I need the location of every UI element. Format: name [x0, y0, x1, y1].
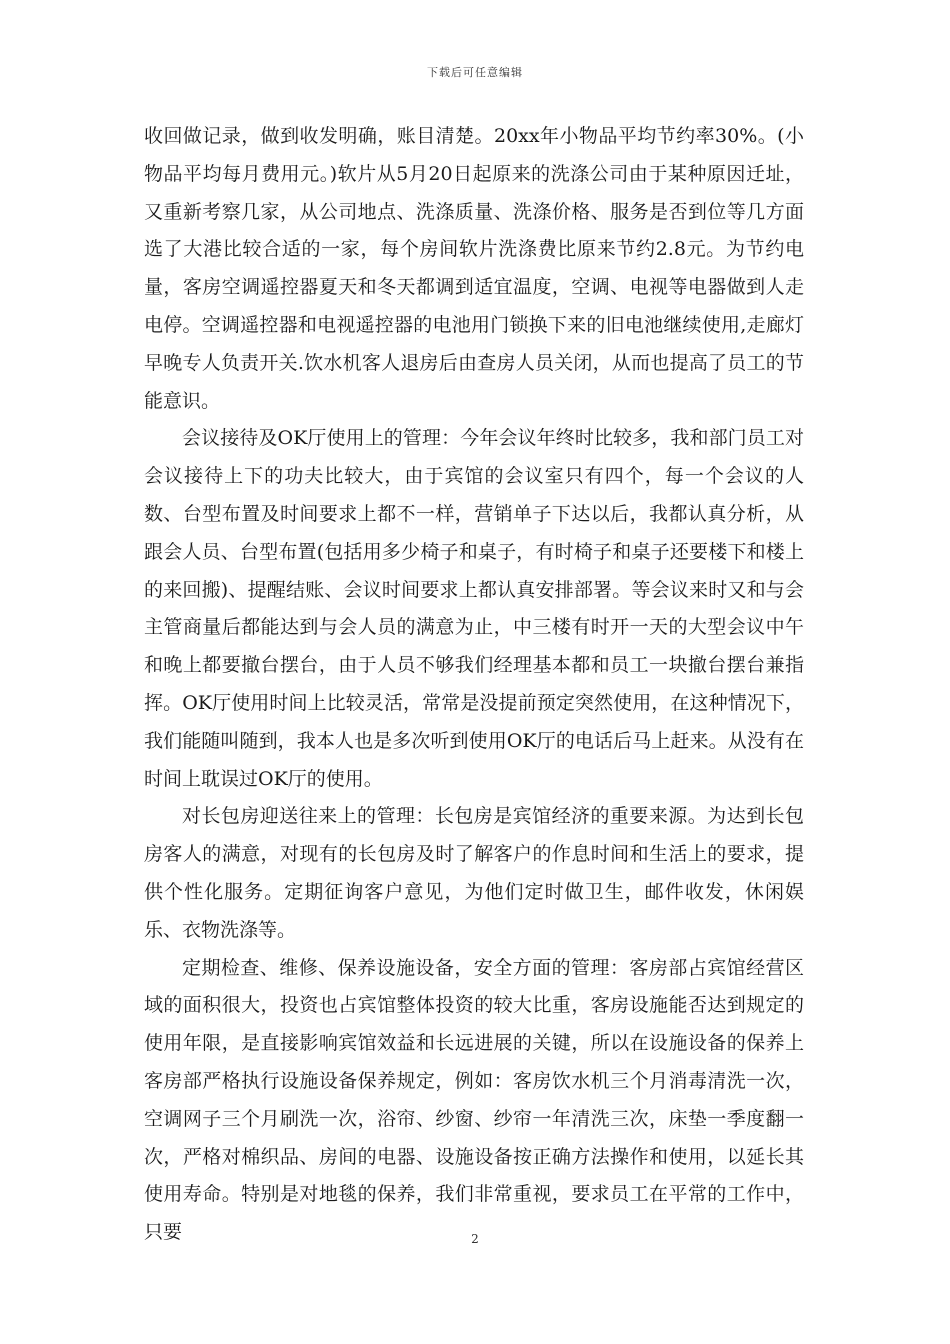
paragraph-meeting-ok-room: 会议接待及OK厅使用上的管理：今年会议年终时比较多，我和部门员工对会议接待上下的功夫比较大，由于宾馆的会议室只有四个，每一个会议的人数、台型布置及时间要求上都不一样，营销单子下达以后，我都认真分析，从跟会人员、台型布置(包括用多少椅子和桌子，有时椅子和桌子还要楼下和楼上的来回搬)、提醒结账、会议时间要求上都认真安排部署。等会议来时又和与会主管商量后都能达到与会人员的满意为止，中三楼有时开一天的大型会议中午和晚上都要撤台摆台，由于人员不够我们经理基本都和员工一块撤台摆台兼指挥。OK厅使用时间上比较灵活，常常是没提前预定突然使用，在这种情况下，我们能随叫随到，我本人也是多次听到使用OK厅的电话后马上赶来。从没有在时间上耽误过OK厅的使用。	[144, 427, 804, 790]
page-number: 2	[471, 1232, 479, 1246]
paragraph-continued: 收回做记录，做到收发明确，账目清楚。20xx年小物品平均节约率30%。(小物品平均每月费用元。)软片从5月20日起原来的洗涤公司由于某种原因迁址，又重新考察几家，从公司地点、洗涤质量、洗涤价格、服务是否到位等几方面选了大港比较合适的一家，每个房间软片洗涤费比原来节约2.8元。为节约电量，客房空调遥控器夏天和冬天都调到适宜温度，空调、电视等电器做到人走电停。空调遥控器和电视遥控器的电池用门锁换下来的旧电池继续使用,走廊灯早晚专人负责开关.饮水机客人退房后由查房人员关闭，从而也提高了员工的节能意识。	[144, 125, 804, 412]
paragraph-facility-maintenance: 定期检查、维修、保养设施设备，安全方面的管理：客房部占宾馆经营区域的面积很大，投资也占宾馆整体投资的较大比重，客房设施能否达到规定的使用年限，是直接影响宾馆效益和长远进展的关键，所以在设施设备的保养上客房部严格执行设施设备保养规定，例如：客房饮水机三个月消毒清洗一次，空调网子三个月刷洗一次，浴帘、纱窗、纱帘一年清洗三次，床垫一季度翻一次，严格对棉织品、房间的电器、设施设备按正确方法操作和使用，以延长其使用寿命。特别是对地毯的保养，我们非常重视，要求员工在平常的工作中，只要	[144, 956, 804, 1244]
page-header: 下载后可任意编辑	[427, 66, 523, 79]
document-body	[144, 118, 804, 1252]
paragraph-long-stay-rooms: 对长包房迎送往来上的管理：长包房是宾馆经济的重要来源。为达到长包房客人的满意，对现有的长包房及时了解客户的作息时间和生活上的要求，提供个性化服务。定期征询客户意见，为他们定时做卫生，邮件收发，休闲娱乐、衣物洗涤等。	[144, 805, 804, 941]
